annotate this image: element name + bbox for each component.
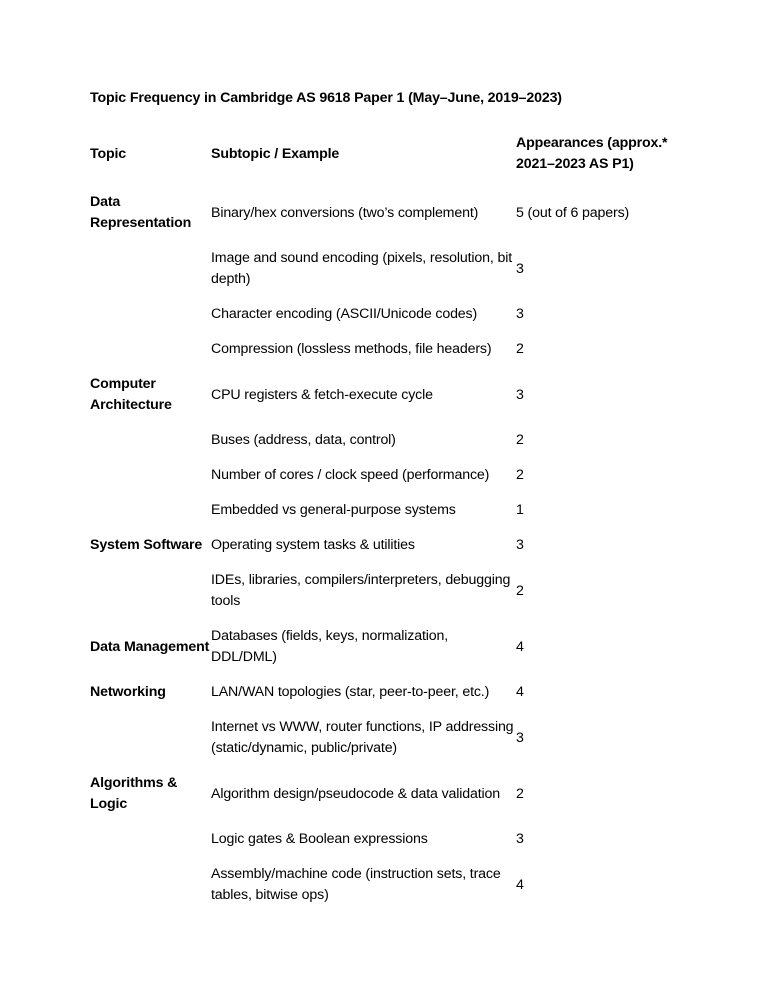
cell-appearances: 3 xyxy=(516,386,524,403)
cell-subtopic: Image and sound encoding (pixels, resolution, bit depth) xyxy=(211,250,513,287)
cell-appearances: 2 xyxy=(516,582,524,599)
cell-subtopic: Operating system tasks & utilities xyxy=(211,537,415,553)
cell-topic xyxy=(90,423,211,458)
cell-topic xyxy=(90,241,211,297)
cell-subtopic: Internet vs WWW, router functions, IP addressing (static/dynamic, public/private) xyxy=(211,719,514,756)
document-title: Topic Frequency in Cambridge AS 9618 Paper 1 (May–June, 2019–2023) xyxy=(90,90,562,106)
cell-subtopic: Number of cores / clock speed (performance) xyxy=(211,467,490,483)
table-row xyxy=(90,857,706,913)
cell-subtopic: Databases (fields, keys, normalization, DDL/DML) xyxy=(211,628,449,665)
table-row xyxy=(90,710,706,766)
cell-topic: Data Representation xyxy=(90,194,192,231)
header-subtopic: Subtopic / Example xyxy=(211,145,340,162)
cell-appearances: 2 xyxy=(516,432,524,448)
table-header-row xyxy=(90,123,706,185)
cell-appearances: 4 xyxy=(516,684,524,700)
cell-appearances: 3 xyxy=(516,831,524,847)
cell-topic: Algorithms & Logic xyxy=(90,775,178,812)
table-row xyxy=(90,766,706,822)
table-row xyxy=(90,822,706,857)
table-row xyxy=(90,332,706,367)
cell-subtopic: LAN/WAN topologies (star, peer-to-peer, etc.) xyxy=(211,684,490,700)
cell-topic: Computer Architecture xyxy=(90,376,172,413)
table-row xyxy=(90,675,706,710)
table-row xyxy=(90,493,706,528)
cell-subtopic: IDEs, libraries, compilers/interpreters, debugging tools xyxy=(211,572,511,609)
cell-topic xyxy=(90,493,211,528)
topic-frequency-table xyxy=(90,123,706,913)
table-row xyxy=(90,458,706,493)
cell-topic xyxy=(90,822,211,857)
table-row xyxy=(90,185,706,241)
cell-topic: Data Management xyxy=(90,638,210,655)
cell-topic xyxy=(90,332,211,367)
table-row xyxy=(90,563,706,619)
cell-subtopic: Buses (address, data, control) xyxy=(211,432,396,448)
cell-appearances: 4 xyxy=(516,638,524,655)
cell-appearances: 1 xyxy=(516,502,524,518)
cell-appearances: 4 xyxy=(516,876,524,893)
cell-appearances: 5 (out of 6 papers) xyxy=(516,204,630,221)
cell-topic xyxy=(90,563,211,619)
cell-subtopic: CPU registers & fetch-execute cycle xyxy=(211,386,433,403)
cell-subtopic: Character encoding (ASCII/Unicode codes) xyxy=(211,306,478,322)
table-body xyxy=(90,185,706,913)
cell-subtopic: Binary/hex conversions (two’s complement) xyxy=(211,204,479,221)
cell-topic: System Software xyxy=(90,537,203,553)
header-appearances: Appearances (approx.* 2021–2023 AS P1) xyxy=(516,135,668,172)
cell-appearances: 3 xyxy=(516,306,524,322)
cell-subtopic: Embedded vs general-purpose systems xyxy=(211,502,456,518)
cell-appearances: 2 xyxy=(516,341,524,357)
table-row xyxy=(90,619,706,675)
cell-topic: Networking xyxy=(90,684,166,700)
cell-subtopic: Compression (lossless methods, file headers) xyxy=(211,341,492,357)
cell-subtopic: Algorithm design/pseudocode & data validation xyxy=(211,785,501,802)
table-row xyxy=(90,423,706,458)
table-row xyxy=(90,367,706,423)
document-page xyxy=(90,87,710,913)
cell-appearances: 3 xyxy=(516,260,524,277)
table-row xyxy=(90,297,706,332)
cell-subtopic: Logic gates & Boolean expressions xyxy=(211,831,428,847)
cell-topic xyxy=(90,458,211,493)
cell-appearances: 2 xyxy=(516,467,524,483)
cell-appearances: 2 xyxy=(516,785,524,802)
cell-topic xyxy=(90,710,211,766)
cell-topic xyxy=(90,297,211,332)
table-row xyxy=(90,528,706,563)
cell-appearances: 3 xyxy=(516,537,524,553)
cell-subtopic: Assembly/machine code (instruction sets, trace tables, bitwise ops) xyxy=(211,866,501,903)
cell-appearances: 3 xyxy=(516,729,524,746)
cell-topic xyxy=(90,857,211,913)
header-topic: Topic xyxy=(90,145,127,162)
table-row xyxy=(90,241,706,297)
